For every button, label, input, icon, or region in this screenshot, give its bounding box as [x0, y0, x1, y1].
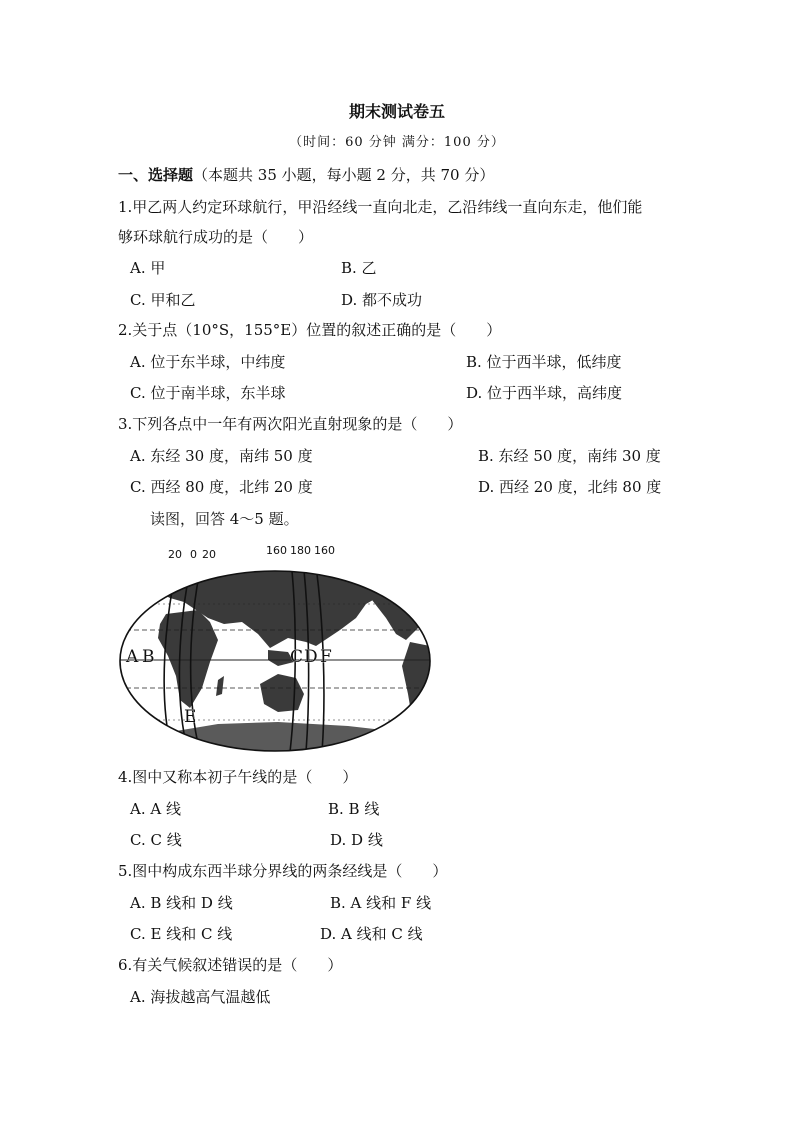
question-1-stem-line-1: 1.甲乙两人约定环球航行，甲沿经线一直向北走，乙沿纬线一直向东走，他们能	[118, 198, 643, 216]
question-2-stem: 2.关于点（10°S，155°E）位置的叙述正确的是（ ）	[118, 321, 502, 339]
exam-info: （时间：60 分钟 满分：100 分）	[289, 135, 505, 150]
question-1-option-c: C. 甲和乙	[130, 291, 196, 309]
line-label-b: B	[142, 647, 155, 667]
lon-label-20e: 20	[202, 548, 216, 561]
section-note: （本题共 35 小题，每小题 2 分，共 70 分）	[193, 166, 495, 184]
line-label-e: E	[184, 707, 197, 727]
question-1-option-a: A. 甲	[130, 259, 166, 277]
question-6-option-a: A. 海拔越高气温越低	[130, 988, 271, 1006]
lon-label-20w: 20	[168, 548, 182, 561]
question-5-option-b: B. A 线和 F 线	[330, 894, 432, 912]
question-2-option-a: A. 位于东半球，中纬度	[130, 353, 286, 371]
section-heading	[118, 165, 494, 185]
page-title: 期末测试卷五	[348, 102, 445, 121]
lon-label-160w: 160	[314, 544, 335, 557]
question-4-option-a: A. A 线	[130, 800, 181, 818]
line-label-f: F	[320, 647, 332, 667]
question-1-stem-line-2: 够环球航行成功的是（ ）	[118, 228, 314, 246]
lon-label-160e: 160	[266, 544, 287, 557]
question-4-stem: 4.图中又称本初子午线的是（ ）	[118, 768, 358, 786]
question-6-stem: 6.有关气候叙述错误的是（ ）	[118, 956, 343, 974]
question-5-option-a: A. B 线和 D 线	[130, 894, 233, 912]
lon-label-180: 180	[290, 544, 311, 557]
reading-note: 读图，回答 4～5 题。	[150, 510, 299, 528]
question-3-option-b: B. 东经 50 度，南纬 30 度	[478, 447, 661, 465]
question-3-option-a: A. 东经 30 度，南纬 50 度	[130, 447, 313, 465]
line-label-d: D	[304, 647, 318, 667]
question-4-option-c: C. C 线	[130, 831, 182, 849]
question-5-stem: 5.图中构成东西半球分界线的两条经线是（ ）	[118, 862, 448, 880]
question-4-option-b: B. B 线	[328, 800, 380, 818]
lon-label-0: 0	[190, 548, 197, 561]
question-1-option-d: D. 都不成功	[341, 291, 423, 309]
question-1-option-b: B. 乙	[341, 259, 377, 277]
line-label-c: C	[290, 647, 304, 667]
question-2-option-b: B. 位于西半球，低纬度	[466, 353, 622, 371]
question-2-option-d: D. 位于西半球，高纬度	[466, 384, 623, 402]
question-5-option-d: D. A 线和 C 线	[320, 925, 423, 943]
question-3-stem: 3.下列各点中一年有两次阳光直射现象的是（ ）	[118, 415, 463, 433]
question-3-option-c: C. 西经 80 度，北纬 20 度	[130, 478, 313, 496]
question-2-option-c: C. 位于南半球，东半球	[130, 384, 286, 402]
world-map-figure	[118, 538, 448, 752]
question-4-option-d: D. D 线	[330, 831, 383, 849]
line-label-a: A	[126, 647, 139, 667]
section-title: 一、选择题	[118, 166, 194, 184]
question-3-option-d: D. 西经 20 度，北纬 80 度	[478, 478, 662, 496]
question-5-option-c: C. E 线和 C 线	[130, 925, 233, 943]
